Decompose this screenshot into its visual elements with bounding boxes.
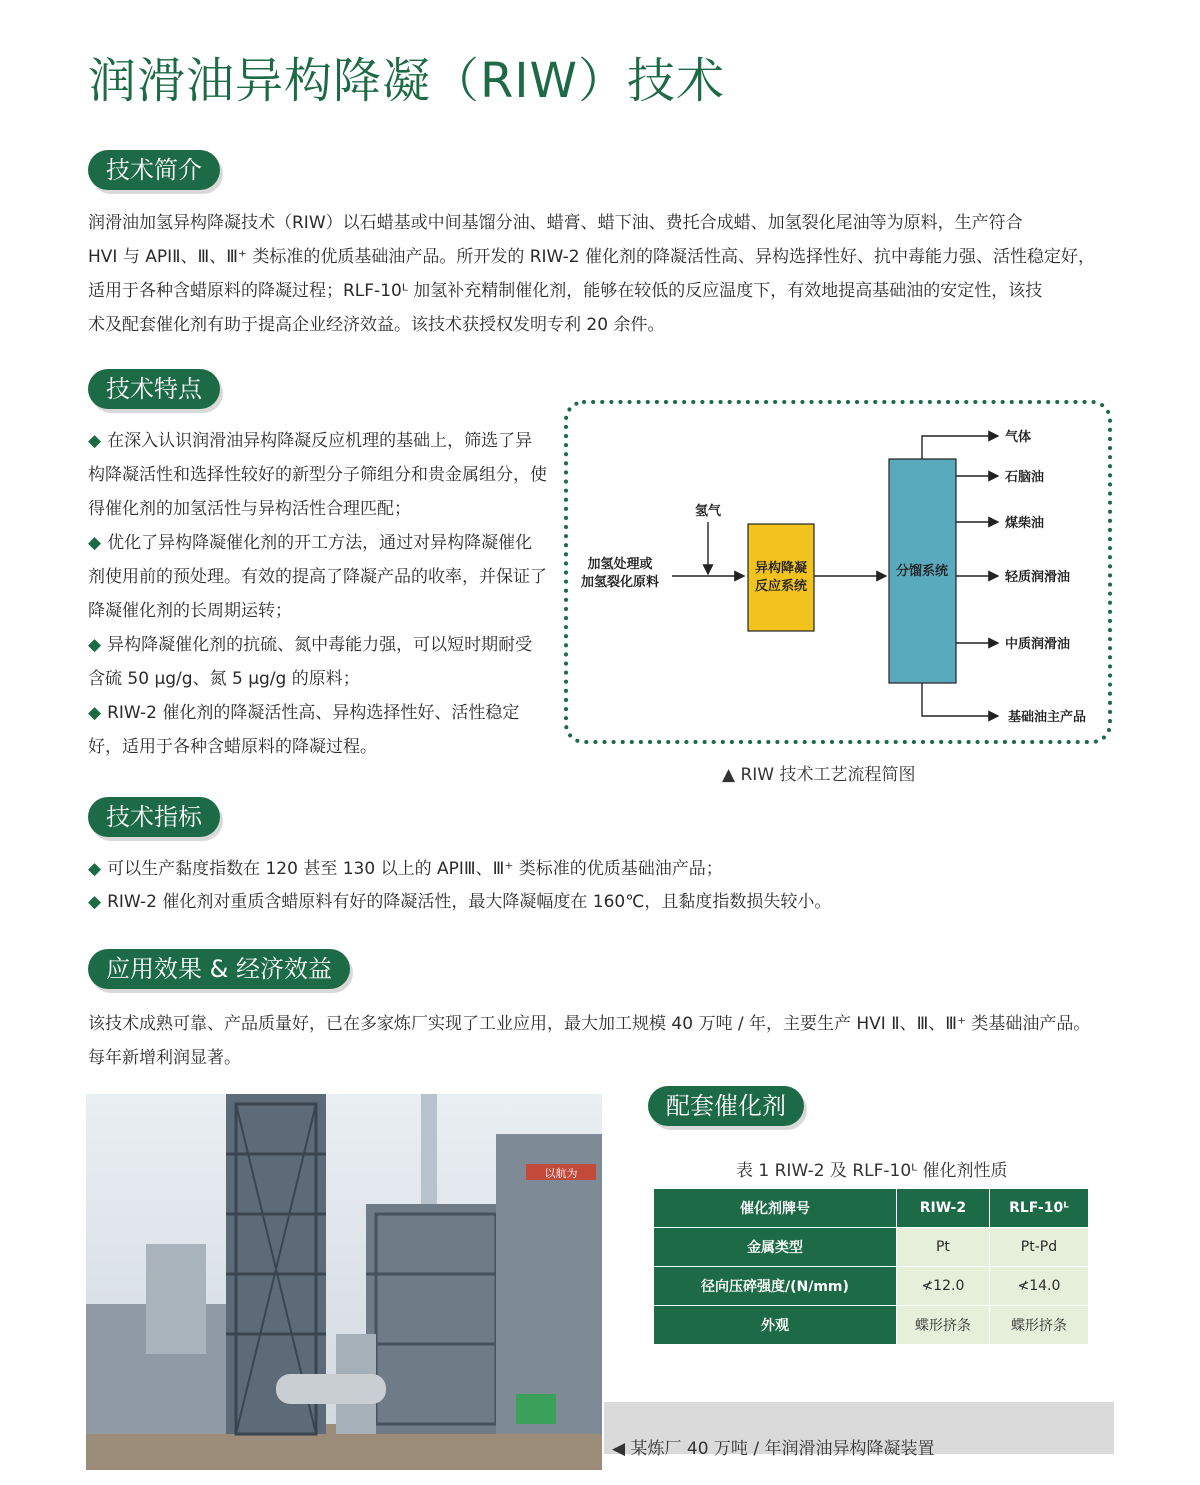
reactor-label: 反应系统	[754, 579, 808, 594]
table-cell: ≮12.0	[896, 1267, 989, 1306]
table-caption: 表 1 RIW-2 及 RLF-10ᴸ 催化剂性质	[736, 1161, 1008, 1181]
feature-item: ◆ 异构降凝催化剂的抗硫、氮中毒能力强，可以短时期耐受含硫 50 μg/g、氮 5 μg/g 的原料；	[88, 635, 533, 689]
photo-sign-text: 以航为	[544, 1167, 578, 1180]
table-row	[654, 1306, 1089, 1345]
table-cell: 蝶形挤条	[896, 1306, 989, 1345]
section-heading-catalyst: 配套催化剂	[648, 1086, 804, 1126]
photo-caption: ◀ 某炼厂 40 万吨 / 年润滑油异构降凝装置	[612, 1439, 935, 1459]
table-header-row	[654, 1189, 1089, 1228]
hydrogen-label: 氢气	[694, 504, 722, 519]
diamond-bullet-icon: ◆	[88, 703, 102, 723]
indicator-item: ◆ RIW-2 催化剂对重质含蜡原料有好的降凝活性，最大降凝幅度在 160℃，且黏度指数损失较小。	[88, 892, 832, 912]
intro-line: 润滑油加氢异构降凝技术（RIW）以石蜡基或中间基馏分油、蜡膏、蜡下油、费托合成蜡、加氢裂化尾油等为原料，生产符合	[88, 213, 1023, 233]
catalyst-properties-table	[653, 1188, 1089, 1345]
section-heading-application: 应用效果 & 经济效益	[88, 949, 350, 989]
base-oil-arrow	[922, 683, 998, 716]
output-diesel-label: 煤柴油	[1005, 516, 1045, 531]
feature-item: ◆ 在深入认识润滑油异构降凝反应机理的基础上，筛选了异构降凝活性和选择性较好的新型分子筛组分和贵金属组分，使得催化剂的加氢活性与异构活性合理匹配；	[88, 431, 547, 519]
diamond-bullet-icon: ◆	[88, 635, 102, 655]
intro-line: 术及配套催化剂有助于提高企业经济效益。该技术获授权发明专利 20 余件。	[88, 315, 665, 335]
diamond-bullet-icon: ◆	[88, 533, 102, 553]
feed-label: 加氢处理或	[587, 557, 653, 572]
section-heading-features: 技术特点	[88, 369, 220, 409]
output-light-lube-label: 轻质润滑油	[1005, 570, 1071, 585]
table-cell: Pt	[896, 1228, 989, 1267]
application-line: 每年新增利润显著。	[88, 1048, 241, 1068]
output-medium-lube-label: 中质润滑油	[1005, 637, 1071, 652]
indicator-item: ◆ 可以生产黏度指数在 120 甚至 130 以上的 APIⅢ、Ⅲ⁺ 类标准的优质基础油产品；	[88, 859, 723, 879]
fractionation-label: 分馏系统	[895, 564, 949, 579]
feature-item: ◆ 优化了异构降凝催化剂的开工方法，通过对异构降凝催化剂使用前的预处理。有效的提高了降凝产品的收率，并保证了降凝催化剂的长周期运转；	[88, 533, 547, 621]
table-header-cell: RLF-10ᴸ	[989, 1189, 1088, 1228]
application-line: 该技术成熟可靠、产品质量好，已在多家炼厂实现了工业应用，最大加工规模 40 万吨 / 年，主要生产 HVI Ⅱ、Ⅲ、Ⅲ⁺ 类基础油产品。	[88, 1014, 1091, 1034]
diamond-bullet-icon: ◆	[88, 859, 102, 879]
table-header-cell: 催化剂牌号	[654, 1189, 897, 1228]
output-naphtha-label: 石脑油	[1005, 470, 1045, 485]
feature-item: ◆ RIW-2 催化剂的降凝活性高、异构选择性好、活性稳定好，适用于各种含蜡原料的降凝过程。	[88, 703, 520, 757]
intro-line: 适用于各种含蜡原料的降凝过程；RLF-10ᴸ 加氢补充精制催化剂，能够在较低的反应温度下，有效地提高基础油的安定性，该技	[88, 281, 1043, 301]
feed-label: 加氢裂化原料	[580, 575, 660, 590]
reactor-label: 异构降凝	[754, 561, 808, 576]
section-heading-intro: 技术简介	[88, 150, 220, 190]
section-heading-indicators: 技术指标	[88, 797, 220, 837]
process-flow-diagram	[562, 398, 1114, 746]
reactor-block	[748, 524, 814, 631]
output-base-oil-label: 基础油主产品	[1008, 710, 1087, 725]
diagram-caption: ▲ RIW 技术工艺流程简图	[722, 765, 916, 785]
table-row-header: 径向压碎强度/(N/mm)	[654, 1267, 897, 1306]
diamond-bullet-icon: ◆	[88, 431, 102, 451]
gas-outlet-arrow	[922, 436, 998, 459]
table-cell: 蝶形挤条	[989, 1306, 1088, 1345]
table-cell: Pt-Pd	[989, 1228, 1088, 1267]
intro-line: HVI 与 APIⅡ、Ⅲ、Ⅲ⁺ 类标准的优质基础油产品。所开发的 RIW-2 催化剂的降凝活性高、异构选择性好、抗中毒能力强、活性稳定好，	[88, 247, 1096, 267]
diamond-bullet-icon: ◆	[88, 892, 102, 912]
page-title: 润滑油异构降凝（RIW）技术	[88, 53, 725, 109]
table-cell: ≮14.0	[989, 1267, 1088, 1306]
table-row	[654, 1267, 1089, 1306]
output-gas-label: 气体	[1005, 430, 1032, 445]
table-row-header: 外观	[654, 1306, 897, 1345]
table-row-header: 金属类型	[654, 1228, 897, 1267]
table-row	[654, 1228, 1089, 1267]
refinery-photo	[86, 1094, 602, 1470]
table-header-cell: RIW-2	[896, 1189, 989, 1228]
